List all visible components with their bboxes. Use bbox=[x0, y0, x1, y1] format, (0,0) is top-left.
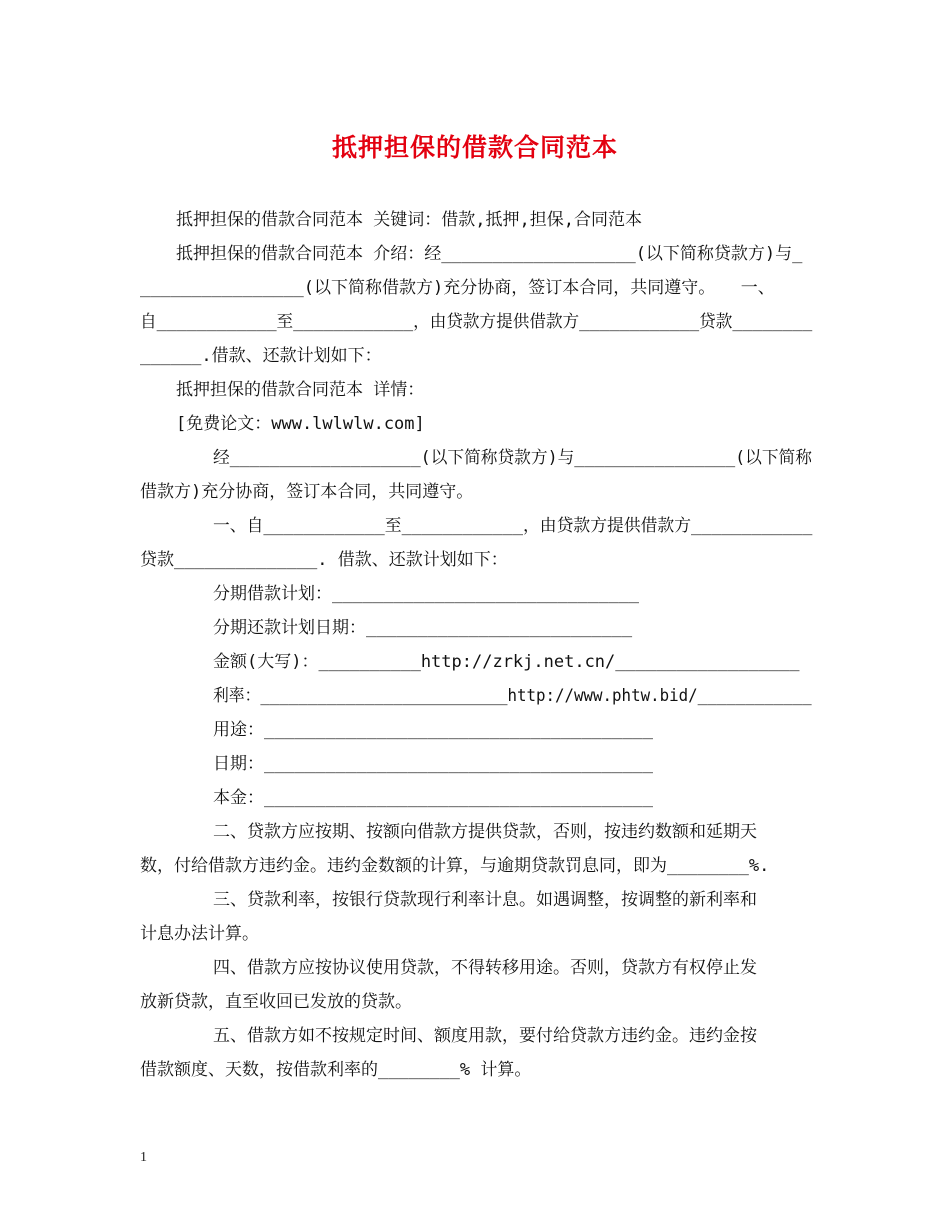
intro-line: 抵押担保的借款合同范本 介绍：经___________________(以下简称贷款方)与_ bbox=[176, 244, 803, 264]
form-field-line: 分期还款计划日期：__________________________ bbox=[213, 618, 633, 638]
body-paragraph-line: 经___________________(以下简称贷款方)与________________(以下简称 bbox=[213, 448, 812, 468]
clause-2-line: 二、贷款方应按期、按额向借款方提供贷款，否则，按违约数额和延期天 bbox=[213, 822, 757, 842]
form-field-line: 利率：__________________________http://www.phtw.bid/____________ bbox=[213, 686, 812, 706]
intro-line-cont: ______.借款、还款计划如下： bbox=[140, 346, 382, 366]
document-title: 抵押担保的借款合同范本 bbox=[331, 133, 618, 162]
form-field-line: 分期借款计划：______________________________ bbox=[213, 584, 640, 604]
clause-4-line: 放新贷款，直至收回已发放的贷款。 bbox=[140, 992, 412, 1012]
intro-line-cont: 自____________至____________，由贷款方提供借款方____________贷款________ bbox=[140, 312, 813, 332]
form-field-line: 日期：______________________________________ bbox=[213, 754, 653, 774]
clause-3-line: 三、贷款利率，按银行贷款现行利率计息。如遇调整，按调整的新利率和 bbox=[213, 890, 757, 910]
source-note: [免费论文：www.lwlwlw.com] bbox=[176, 414, 425, 434]
details-heading: 抵押担保的借款合同范本 详情： bbox=[176, 380, 425, 400]
clause-1-line: 贷款______________. 借款、还款计划如下： bbox=[140, 550, 508, 570]
clause-2-line: 数，付给借款方违约金。违约金数额的计算，与逾期贷款罚息同，即为________%. bbox=[140, 856, 770, 876]
clause-5-line: 借款额度、天数，按借款利率的________% 计算。 bbox=[140, 1060, 532, 1080]
clause-5-line: 五、借款方如不按规定时间、额度用款，要付给贷款方违约金。违约金按 bbox=[213, 1026, 757, 1046]
clause-1-line: 一、自____________至____________，由贷款方提供借款方____________ bbox=[213, 516, 813, 536]
clause-4-line: 四、借款方应按协议使用贷款，不得转移用途。否则，贷款方有权停止发 bbox=[213, 958, 757, 978]
clause-3-line: 计息办法计算。 bbox=[140, 924, 259, 944]
page-number: 1 bbox=[140, 1150, 147, 1165]
keywords-line: 抵押担保的借款合同范本 关键词：借款,抵押,担保,合同范本 bbox=[176, 210, 642, 230]
form-field-line: 金额(大写)：__________http://zrkj.net.cn/__________________ bbox=[213, 652, 800, 672]
form-field-line: 本金：______________________________________ bbox=[213, 788, 653, 808]
form-field-line: 用途：______________________________________ bbox=[213, 720, 653, 740]
body-paragraph-line: 借款方)充分协商，签订本合同，共同遵守。 bbox=[140, 482, 474, 502]
intro-line-cont: ________________(以下简称借款方)充分协商，签订本合同，共同遵守。 一、 bbox=[140, 278, 775, 298]
